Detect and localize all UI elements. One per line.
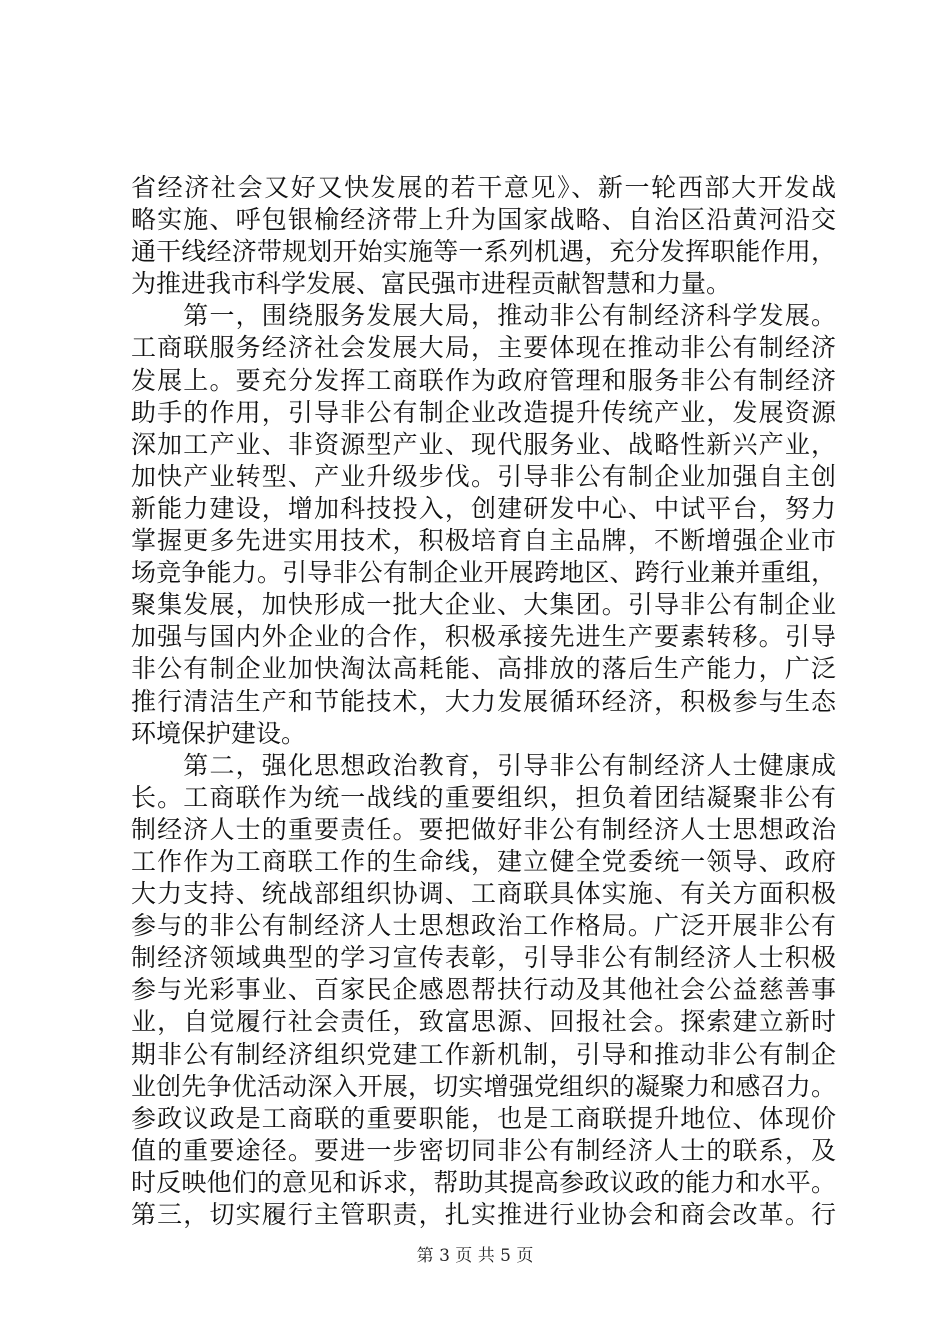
document-line: 推行清洁生产和节能技术，大力发展循环经济，积极参与生态 [131, 686, 836, 716]
document-line: 参政议政是工商联的重要职能，也是工商联提升地位、体现价 [131, 1103, 836, 1133]
document-line: 环境保护建设。 [131, 718, 307, 748]
document-line: 为推进我市科学发展、富民强市进程贡献智慧和力量。 [131, 269, 732, 299]
document-line: 第三，切实履行主管职责，扎实推进行业协会和商会改革。行 [131, 1200, 836, 1229]
document-line: 发展上。要充分发挥工商联作为政府管理和服务非公有制经济 [131, 365, 836, 395]
document-line: 加强与国内外企业的合作，积极承接先进生产要素转移。引导 [131, 622, 836, 652]
document-line: 参与的非公有制经济人士思想政治工作格局。广泛开展非公有 [131, 911, 836, 941]
document-line: 加快产业转型、产业升级步伐。引导非公有制企业加强自主创 [131, 461, 836, 491]
document-line: 第一，围绕服务发展大局，推动非公有制经济科学发展。 [131, 301, 836, 331]
document-line: 大力支持、统战部组织协调、工商联具体实施、有关方面积极 [131, 879, 836, 909]
page-number-footer: 第 3 页 共 5 页 [416, 1246, 534, 1266]
document-line: 参与光彩事业、百家民企感恩帮扶行动及其他社会公益慈善事 [131, 975, 836, 1005]
document-line: 省经济社会又好又快发展的若干意见》、新一轮西部大开发战 [131, 173, 836, 202]
document-body [131, 172, 836, 1231]
document-line: 制经济人士的重要责任。要把做好非公有制经济人士思想政治 [131, 814, 836, 844]
document-line: 工作作为工商联工作的生命线，建立健全党委统一领导、政府 [131, 846, 836, 876]
document-line: 略实施、呼包银榆经济带上升为国家战略、自治区沿黄河沿交 [131, 205, 836, 235]
document-line: 第二，强化思想政治教育，引导非公有制经济人士健康成 [131, 750, 836, 780]
document-line: 工商联服务经济社会发展大局，主要体现在推动非公有制经济 [131, 333, 836, 363]
document-line: 场竞争能力。引导非公有制企业开展跨地区、跨行业兼并重组， [131, 558, 836, 588]
document-line: 新能力建设，增加科技投入，创建研发中心、中试平台，努力 [131, 493, 836, 523]
document-line: 制经济领域典型的学习宣传表彰，引导非公有制经济人士积极 [131, 943, 836, 973]
document-line: 深加工产业、非资源型产业、现代服务业、战略性新兴产业， [131, 429, 836, 459]
document-line: 长。工商联作为统一战线的重要组织，担负着团结凝聚非公有 [131, 782, 836, 812]
document-line: 期非公有制经济组织党建工作新机制，引导和推动非公有制企 [131, 1039, 836, 1069]
document-line: 业创先争优活动深入开展，切实增强党组织的凝聚力和感召力。 [131, 1071, 836, 1101]
document-line: 时反映他们的意见和诉求，帮助其提高参政议政的能力和水平。 [131, 1167, 836, 1197]
document-line: 业，自觉履行社会责任，致富思源、回报社会。探索建立新时 [131, 1007, 836, 1037]
document-line: 非公有制企业加快淘汰高耗能、高排放的落后生产能力，广泛 [131, 654, 836, 684]
document-line: 聚集发展，加快形成一批大企业、大集团。引导非公有制企业 [131, 590, 836, 620]
document-line: 通干线经济带规划开始实施等一系列机遇，充分发挥职能作用， [131, 237, 836, 267]
document-line: 助手的作用，引导非公有制企业改造提升传统产业，发展资源 [131, 397, 836, 427]
document-line: 值的重要途径。要进一步密切同非公有制经济人士的联系，及 [131, 1135, 836, 1165]
document-line: 掌握更多先进实用技术，积极培育自主品牌，不断增强企业市 [131, 526, 836, 556]
